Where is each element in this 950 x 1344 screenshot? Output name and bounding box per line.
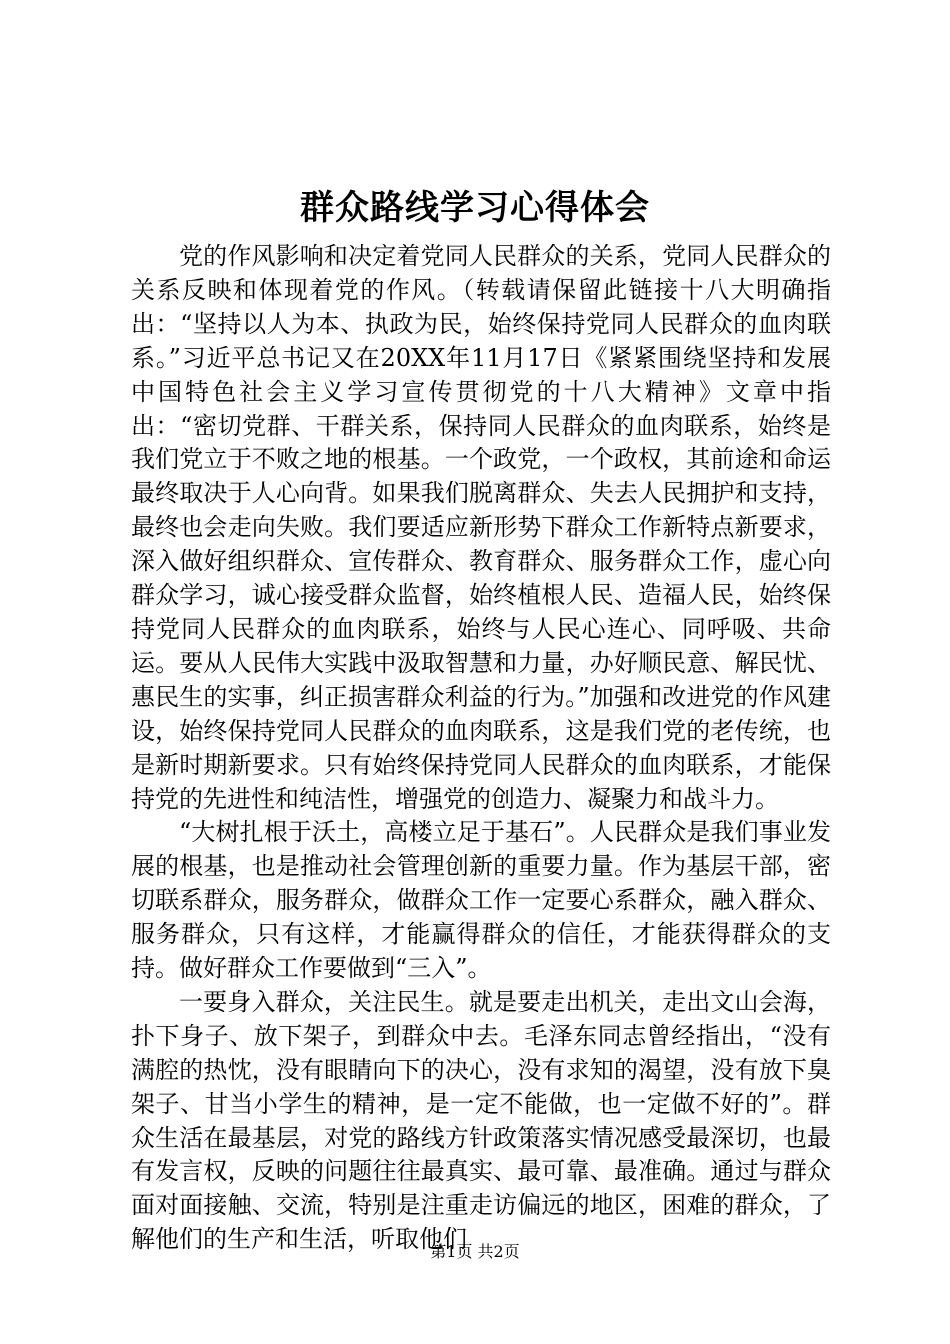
document-title: 群众路线学习心得体会 bbox=[300, 188, 650, 228]
paragraph-1: 党的作风影响和决定着党同人民群众的关系，党同人民群众的关系反映和体现着党的作风。（转载请保留此链接十八大明确指出：“坚持以人为本、执政为民，始终保持党同人民群众的血肉联系。”习近平总书记又在20XX年11月17日《紧紧围绕坚持和发展中国特色社会主义学习宣传贯彻党的十八大精神》文章中指出：“密切党群、干群关系，保持同人民群众的血肉联系，始终是我们党立于不败之地的根基。一个政党，一个政权，其前途和命运最终取决于人心向背。如果我们脱离群众、失去人民拥护和支持，最终也会走向失败。我们要适应新形势下群众工作新特点新要求，深入做好组织群众、宣传群众、教育群众、服务群众工作，虚心向群众学习，诚心接受群众监督，始终植根人民、造福人民，始终保持党同人民群众的血肉联系，始终与人民心连心、同呼吸、共命运。要从人民伟大实践中汲取智慧和力量，办好顺民意、解民忧、惠民生的实事，纠正损害群众利益的行为。”加强和改进党的作风建设，始终保持党同人民群众的血肉联系，这是我们党的老传统，也是新时期新要求。只有始终保持党同人民群众的血肉联系，才能保持党的先进性和纯洁性，增强党的创造力、凝聚力和战斗力。 bbox=[131, 242, 831, 813]
paragraph-3: 一要身入群众，关注民生。就是要走出机关，走出文山会海，扑下身子、放下架子，到群众中去。毛泽东同志曾经指出，“没有满腔的热忱，没有眼睛向下的决心，没有求知的渴望，没有放下臭架子、甘当小学生的精神，是一定不能做，也一定做不好的”。群众生活在最基层，对党的路线方针政策落实情况感受最深切，也最有发言权，反映的问题往往最真实、最可靠、最准确。通过与群众面对面接触、交流，特别是注重走访偏远的地区，困难的群众，了解他们的生产和生活，听取他们 bbox=[131, 987, 831, 1254]
page-footer: 第1页 共2页 bbox=[430, 1242, 520, 1261]
document-body bbox=[131, 240, 831, 1257]
paragraph-2: “大树扎根于沃土，高楼立足于基石”。人民群众是我们事业发展的根基，也是推动社会管理创新的重要力量。作为基层干部，密切联系群众，服务群众，做群众工作一定要心系群众，融入群众、服务群众，只有这样，才能赢得群众的信任，才能获得群众的支持。做好群众工作要做到“三入”。 bbox=[131, 818, 831, 983]
